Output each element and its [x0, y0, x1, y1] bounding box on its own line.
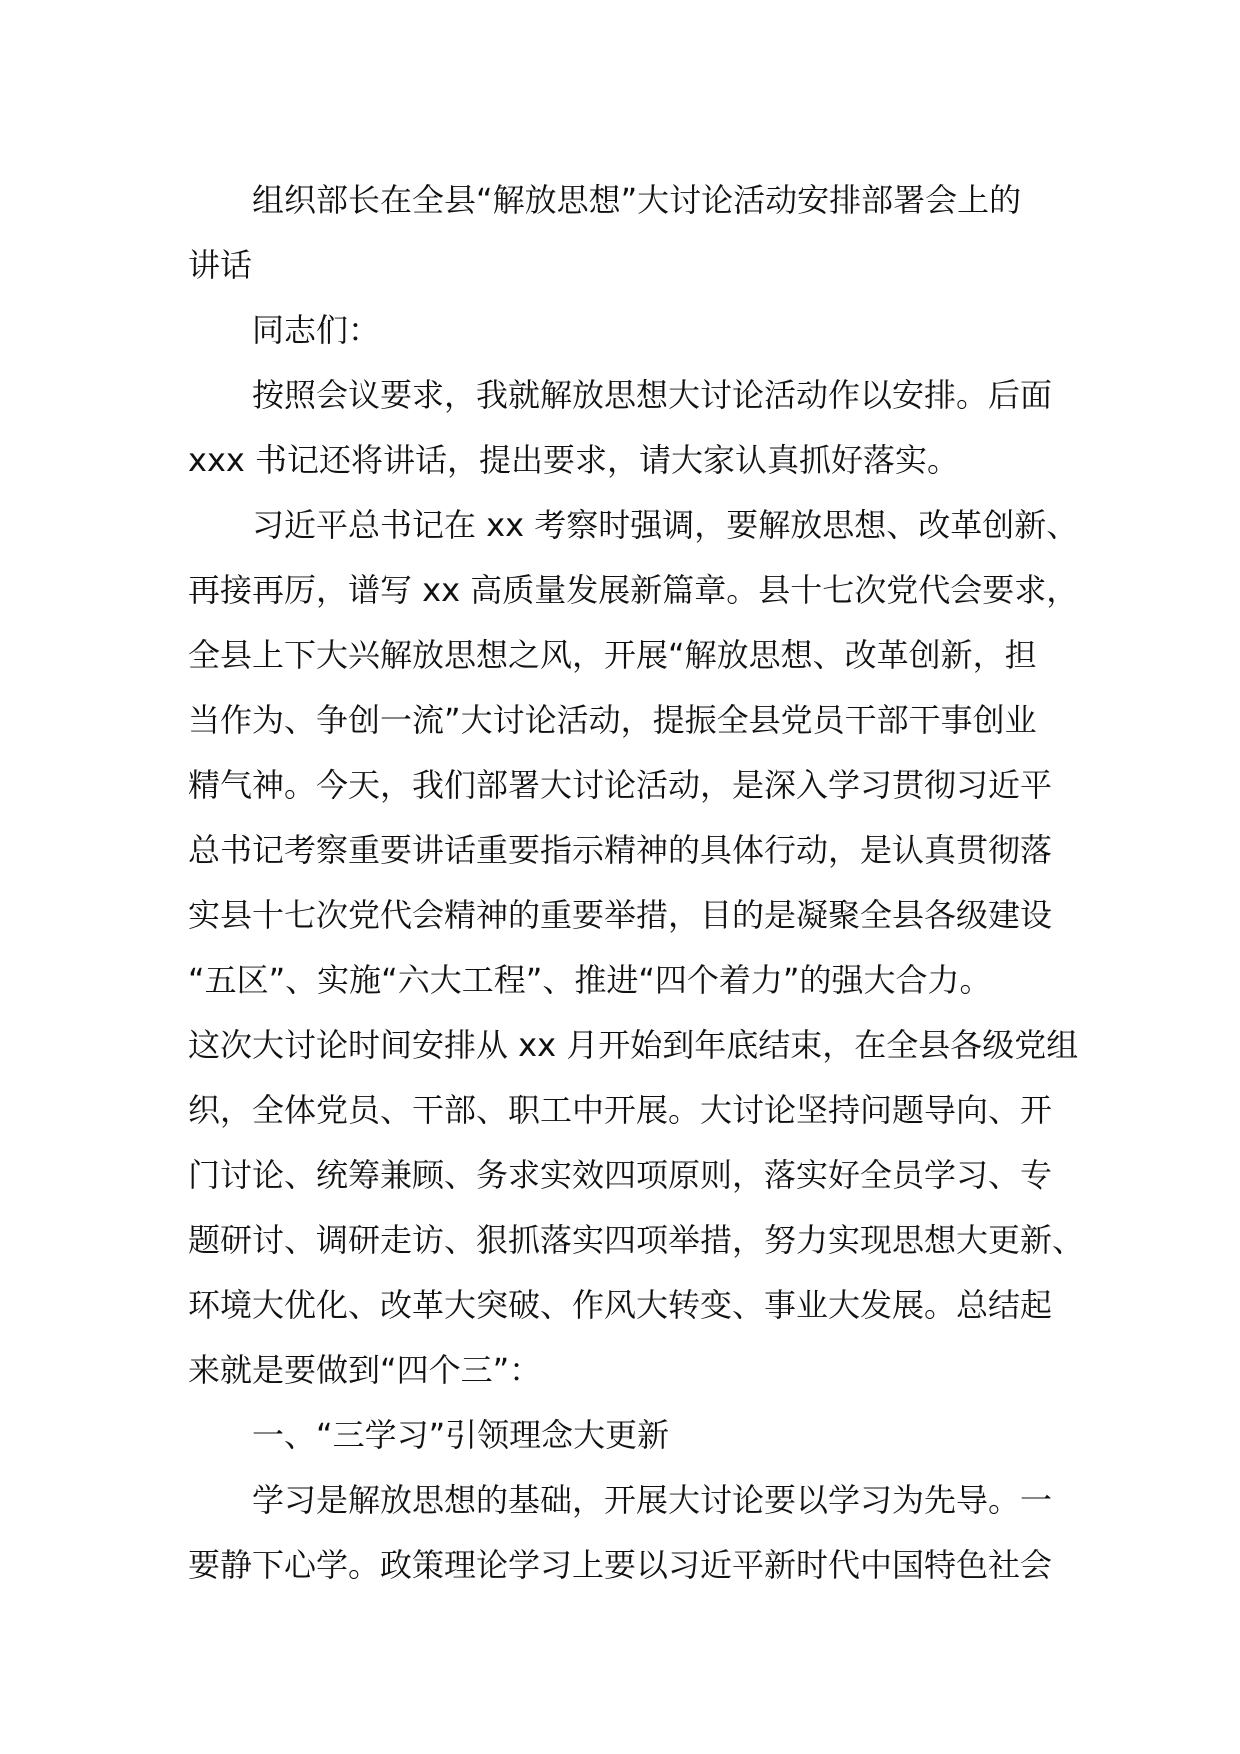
- paragraph-2-line-7: 实县十七次党代会精神的重要举措，目的是凝聚全县各级建设: [188, 896, 1053, 934]
- paragraph-1: [188, 363, 1060, 493]
- paragraph-2-line-13: 环境大优化、改革大突破、作风大转变、事业大发展。总结起: [188, 1286, 1053, 1324]
- paragraph-2-line-2: 再接再厉，谱写 xx 高质量发展新篇章。县十七次党代会要求，: [188, 571, 1079, 609]
- paragraph-2-line-3: 全县上下大兴解放思想之风，开展“解放思想、改革创新，担: [188, 636, 1037, 674]
- paragraph-2: [188, 493, 1085, 1403]
- paragraph-2-line-6: 总书记考察重要讲话重要指示精神的具体行动，是认真贯彻落: [188, 831, 1053, 869]
- paragraph-1-line-2: xxx 书记还将讲话，提出要求，请大家认真抓好落实。: [188, 441, 959, 479]
- paragraph-2-line-10: 织，全体党员、干部、职工中开展。大讨论坚持问题导向、开: [188, 1091, 1053, 1129]
- paragraph-2-line-11: 门讨论、统筹兼顾、务求实效四项原则，落实好全员学习、专: [188, 1156, 1053, 1194]
- paragraph-3-line-2: 要静下心学。政策理论学习上要以习近平新时代中国特色社会: [188, 1546, 1053, 1584]
- salutation: 同志们：: [252, 311, 381, 349]
- paragraph-2-line-9: 这次大讨论时间安排从 xx 月开始到年底结束，在全县各级党组: [188, 1026, 1079, 1064]
- document-title: [188, 168, 1060, 298]
- paragraph-2-line-1: 习近平总书记在 xx 考察时强调，要解放思想、改革创新、: [252, 506, 1079, 544]
- paragraph-3: [188, 1468, 1060, 1598]
- paragraph-2-line-5: 精气神。今天，我们部署大讨论活动，是深入学习贯彻习近平: [188, 766, 1053, 804]
- section-1-heading: 一、“三学习”引领理念大更新: [252, 1416, 670, 1454]
- paragraph-2-line-14: 来就是要做到“四个三”：: [188, 1351, 542, 1389]
- title-line-1: 组织部长在全县“解放思想”大讨论活动安排部署会上的: [252, 181, 1022, 219]
- title-line-2: 讲话: [188, 246, 253, 284]
- paragraph-3-line-1: 学习是解放思想的基础，开展大讨论要以学习为先导。一: [252, 1481, 1053, 1519]
- paragraph-2-line-8: “五区”、实施“六大工程”、推进“四个着力”的强大合力。: [188, 961, 992, 999]
- paragraph-2-line-12: 题研讨、调研走访、狠抓落实四项举措，努力实现思想大更新、: [188, 1221, 1085, 1259]
- paragraph-1-line-1: 按照会议要求，我就解放思想大讨论活动作以安排。后面: [252, 376, 1053, 414]
- paragraph-2-line-4: 当作为、争创一流”大讨论活动，提振全县党员干部干事创业: [188, 701, 1037, 739]
- document-body: [188, 168, 1085, 1598]
